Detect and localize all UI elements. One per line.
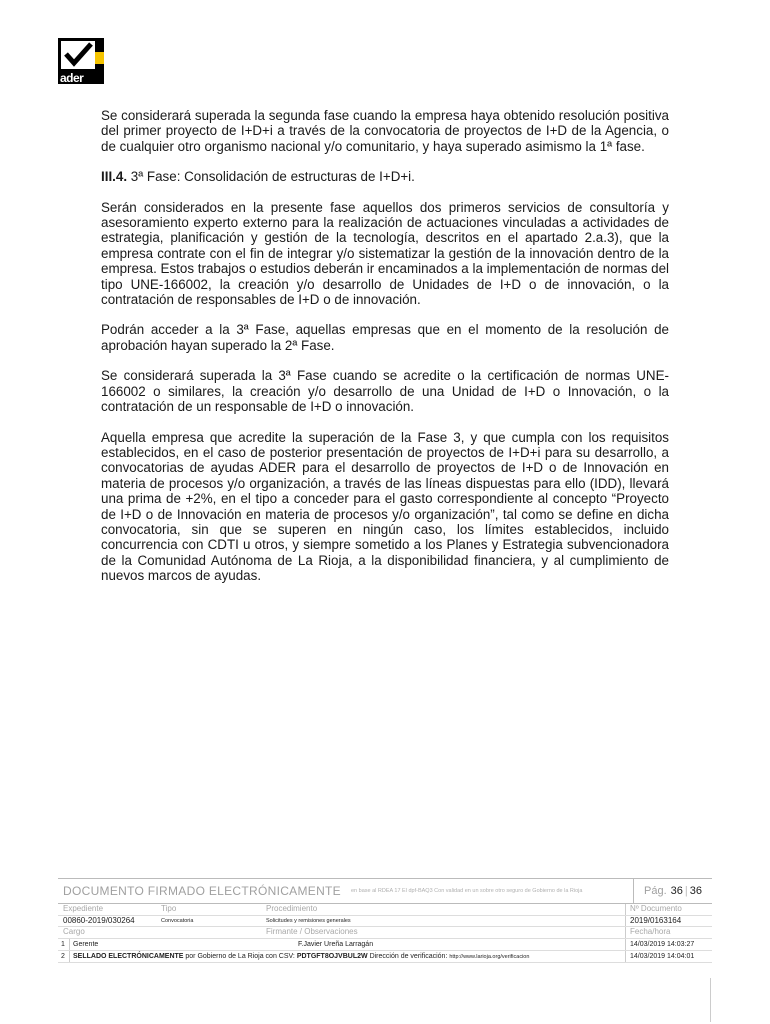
footer-title: DOCUMENTO FIRMADO ELECTRÓNICAMENTE xyxy=(63,884,341,898)
footer-note: en base al RDEA 17 El dpf-BAQ3 Con validad en un sobre otro seguro de Gobierno de la Rioja xyxy=(351,888,583,894)
value-expediente: 00860-2019/030264 xyxy=(63,915,135,925)
paragraph-5: Aquella empresa que acredite la superación de la Fase 3, y que cumpla con los requisitos establecidos, en el caso de posterior presentación de proyectos de I+D+i para su desarrollo, a convocatorias de ayudas ADER para el desarrollo de proyectos de I+D o de Innovación en materia de procesos y/o organización, a través de las líneas dispuestas para ello (IDD), llevará una prima de +2%, en el tipo a conceder para el gasto correspondiente al concepto “Proyecto de I+D o de Innovación en materia de procesos y/o organización”, tal como se define en dicha convocatoria, sin que se superen en ningún caso, los límites establecidos, incluido concurrencia con CDTI u otros, y siempre sometido a los Planes y Estrategia subvencionadora de la Comunidad Autónoma de La Rioja, a la disponibilidad financiera, y al cumplimiento de nuevos marcos de ayudas. xyxy=(101,429,669,584)
margin-line xyxy=(710,978,711,1022)
paragraph-1: Se considerará superada la segunda fase cuando la empresa haya obtenido resolución positiva del primer proyecto de I+D+i a través de la convocatoria de proyectos de I+D de la Agencia, o de cualquier otro organismo nacional y/o comunitario, y haya superado asimismo la 1ª fase. xyxy=(101,108,669,154)
footer-label-row xyxy=(58,904,712,916)
label-cargo: Cargo xyxy=(63,927,85,936)
footer-label-row-2 xyxy=(58,927,712,939)
seal-number: 2 xyxy=(58,951,70,962)
label-fecha: Fecha/hora xyxy=(625,927,712,938)
footer-value-row xyxy=(58,916,712,928)
section-number: III.4. xyxy=(101,169,128,185)
verification-link[interactable]: http://www.larioja.org/verificacion xyxy=(449,953,530,960)
section-title: 3ª Fase: Consolidación de estructuras de I+D+i. xyxy=(130,169,415,185)
signature-row xyxy=(58,939,712,951)
signature-footer xyxy=(58,878,712,963)
ader-logo xyxy=(58,38,104,84)
seal-row xyxy=(58,951,712,963)
document-body xyxy=(101,108,669,599)
section-heading xyxy=(101,169,669,184)
paragraph-3: Podrán acceder a la 3ª Fase, aquellas empresas que en el momento de la resolución de aprobación hayan superado la 2ª Fase. xyxy=(101,322,669,353)
logo-text: ader xyxy=(58,72,104,84)
footer-header xyxy=(58,878,712,904)
signature-cargo: Gerente xyxy=(73,940,99,948)
label-tipo: Tipo xyxy=(161,904,177,913)
page-label: Pág. xyxy=(644,885,667,897)
paragraph-4: Se considerará superada la 3ª Fase cuando se acredite o la certificación de normas UNE-166002 o similares, la creación y/o desarrollo de una Unidad de I+D o Innovación, o la contratación de un responsable de I+D o innovación. xyxy=(101,368,669,415)
page-number: Pág. 36 | 36 xyxy=(633,879,712,903)
label-firmante: Firmante / Observaciones xyxy=(266,927,358,936)
seal-csv: PDTGFT8OJVBUL2W xyxy=(296,952,368,960)
value-procedimiento: Solicitudes y remisiones generales xyxy=(266,917,351,924)
signature-number: 1 xyxy=(58,939,70,950)
seal-desc: por Gobierno de La Rioja con CSV: xyxy=(183,952,297,960)
paragraph-2: Serán considerados en la presente fase aquellos dos primeros servicios de consultoría y asesoramiento experto externo para la realización de actuaciones vinculadas a actividades de estrategia, planificación y gestión de la tecnología, descritos en el apartado 2.a.3), que la empresa contrate con el fin de integrar y/o sistematizar la gestión de la innovación dentro de la empresa. Estos trabajos o estudios deberán ir encaminados a la implementación de normas del tipo UNE-166002, la creación y/o desarrollo de Unidades de I+D o de innovación, o la contratación de responsables de I+D o de innovación. xyxy=(101,199,669,308)
label-procedimiento: Procedimiento xyxy=(266,904,318,913)
seal-text xyxy=(70,951,625,962)
value-tipo: Convocatoria xyxy=(161,917,194,924)
seal-dir-label: Dirección de verificación: xyxy=(367,952,450,960)
signature-firmante: F.Javier Ureña Larragán xyxy=(298,940,374,948)
page-total: 36 xyxy=(689,885,702,897)
page-current: 36 xyxy=(670,885,683,897)
label-documento: Nº Documento xyxy=(625,904,712,915)
label-expediente: Expediente xyxy=(63,904,104,913)
seal-date: 14/03/2019 14:04:01 xyxy=(625,951,712,962)
value-documento: 2019/0163164 xyxy=(625,916,712,927)
signature-date: 14/03/2019 14:03:27 xyxy=(625,939,712,950)
seal-strong: SELLADO ELECTRÓNICAMENTE xyxy=(73,952,184,960)
